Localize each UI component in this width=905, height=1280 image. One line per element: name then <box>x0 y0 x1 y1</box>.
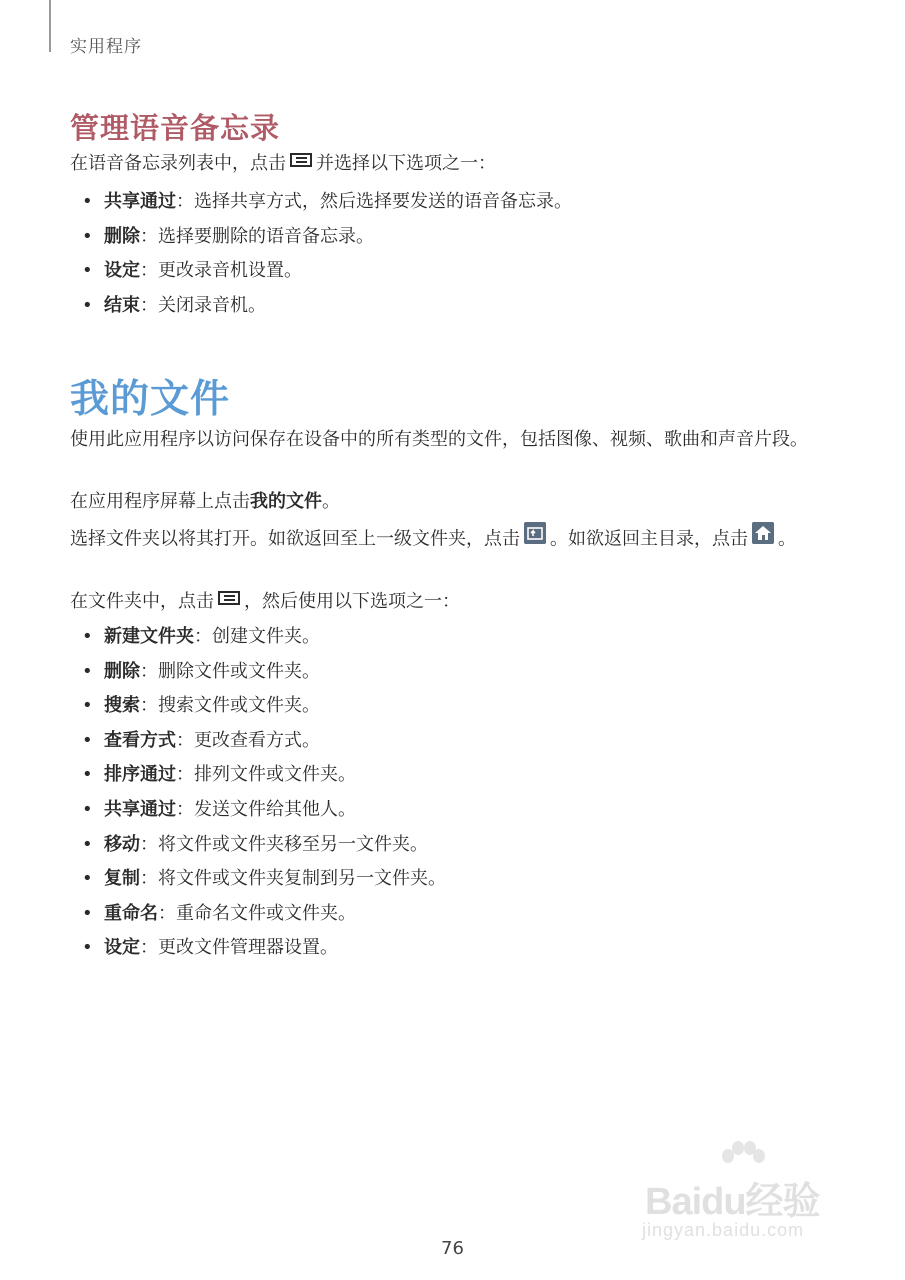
my-files-heading: 我的文件 <box>70 377 231 422</box>
my-files-open-instruction: 在应用程序屏幕上点击我的文件。 <box>70 491 340 512</box>
folder-up-icon <box>524 522 546 553</box>
menu-icon <box>218 586 240 614</box>
list-item: • 设定：更改录音机设置。 <box>82 260 302 282</box>
list-item: • 共享通过：发送文件给其他人。 <box>82 798 356 820</box>
header-rule <box>49 0 51 52</box>
home-icon <box>752 522 774 553</box>
page-number: 76 <box>441 1238 464 1259</box>
intro-text-before: 在语音备忘录列表中，点击 <box>70 153 286 174</box>
list-item: • 删除：删除文件或文件夹。 <box>82 660 320 682</box>
watermark-logo: Baidu经验 <box>645 1181 820 1223</box>
list-item: • 设定：更改文件管理器设置。 <box>82 937 338 959</box>
my-files-description: 使用此应用程序以访问保存在设备中的所有类型的文件，包括图像、视频、歌曲和声音片段。 <box>70 429 808 450</box>
section-label: 实用程序 <box>70 37 142 57</box>
list-item: • 复制：将文件或文件夹复制到另一文件夹。 <box>82 868 446 890</box>
list-item: • 结束：关闭录音机。 <box>82 294 266 316</box>
voice-memo-heading: 管理语音备忘录 <box>70 111 281 145</box>
list-item: • 移动：将文件或文件夹移至另一文件夹。 <box>82 833 428 855</box>
my-files-menu-instruction: 在文件夹中，点击 ，然后使用以下选项之一： <box>70 588 850 616</box>
my-files-options <box>70 620 850 966</box>
baidu-watermark <box>640 1140 860 1250</box>
watermark-url: jingyan.baidu.com <box>642 1220 805 1240</box>
list-item: • 删除：选择要删除的语音备忘录。 <box>82 225 374 247</box>
menu-icon <box>290 148 312 176</box>
list-item: • 查看方式：更改查看方式。 <box>82 729 320 751</box>
list-item: • 重命名：重命名文件或文件夹。 <box>82 902 356 924</box>
list-item: • 共享通过：选择共享方式，然后选择要发送的语音备忘录。 <box>82 191 572 212</box>
voice-memo-options <box>70 185 850 323</box>
my-files-navigation-instruction: 选择文件夹以将其打开。如欲返回至上一级文件夹，点击 。如欲返回主目录，点击 。 <box>70 524 850 555</box>
list-item: • 新建文件夹：创建文件夹。 <box>82 626 320 647</box>
intro-text-after: 并选择以下选项之一： <box>316 153 496 174</box>
list-item: • 搜索：搜索文件或文件夹。 <box>82 695 320 717</box>
list-item: • 排序通过：排列文件或文件夹。 <box>82 764 356 786</box>
voice-memo-intro <box>70 150 850 178</box>
